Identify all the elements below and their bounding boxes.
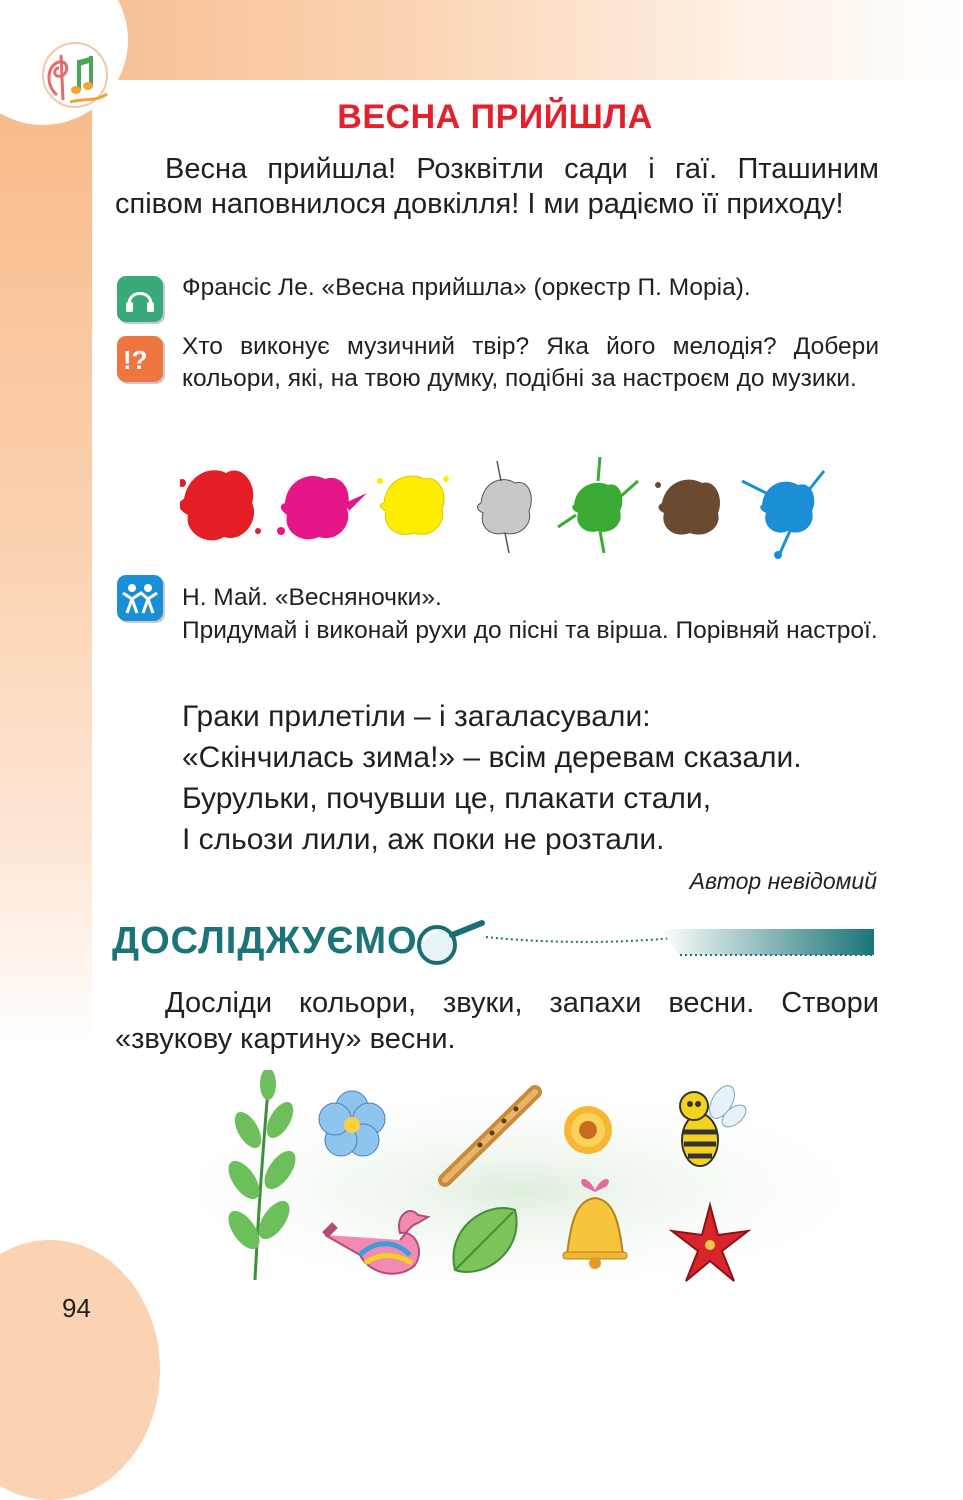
section-title: ДОСЛІДЖУЄМО bbox=[112, 920, 418, 962]
page-title: ВЕСНА ПРИЙШЛА bbox=[337, 98, 653, 136]
explore-text: Досліди кольори, звуки, запахи весни. Створи «звукову картину» весни. bbox=[115, 987, 879, 1055]
poem-author: Автор невідомий bbox=[689, 868, 877, 894]
svg-text:!?: !? bbox=[123, 345, 148, 375]
paint-blot-green bbox=[558, 457, 638, 553]
question-text: Хто виконує музичний твір? Яка його мелодія? Добери кольори, які, на твою думку, подібні за настроєм до музики. bbox=[182, 333, 879, 392]
intro-paragraph: Весна прийшла! Розквітли сади і гаї. Пташиним співом наповнилося довкілля! І ми радіємо її приходу! bbox=[115, 153, 879, 220]
left-decor-band bbox=[0, 0, 92, 1394]
paint-blot-gray bbox=[478, 461, 532, 553]
magnifier-icon bbox=[412, 915, 882, 975]
poem bbox=[182, 696, 802, 860]
question-exclamation-icon bbox=[117, 336, 163, 382]
paint-blots bbox=[180, 455, 840, 560]
page-number: 94 bbox=[62, 1293, 91, 1323]
spring-scene bbox=[140, 1070, 900, 1300]
top-decor-band bbox=[0, 0, 963, 80]
headphones-icon bbox=[117, 276, 163, 322]
paint-blot-magenta bbox=[277, 476, 367, 539]
paint-blot-yellow bbox=[377, 476, 449, 535]
yellow-flower bbox=[564, 1106, 612, 1154]
bottom-decor-blob bbox=[0, 1240, 160, 1500]
poem-line: «Скінчилась зима!» – всім деревам сказали. bbox=[182, 741, 802, 774]
dancing-children-icon bbox=[117, 575, 163, 621]
movement-task: Придумай і виконай рухи до пісні та вірша. Порівняй настрої. bbox=[182, 617, 878, 644]
paint-blot-red bbox=[180, 470, 261, 540]
poem-line: Граки прилетіли – і загаласували: bbox=[182, 700, 651, 733]
poem-line: І сльози лили, аж поки не розтали. bbox=[182, 823, 665, 856]
song-title: Н. Май. «Весняночки». bbox=[182, 584, 442, 611]
paint-blot-brown bbox=[655, 480, 720, 535]
paint-blot-blue bbox=[742, 471, 824, 559]
listen-text: Франсіс Ле. «Весна прийшла» (оркестр П. Моріа). bbox=[182, 274, 751, 301]
poem-line: Бурульки, почувши це, плакати стали, bbox=[182, 782, 712, 815]
